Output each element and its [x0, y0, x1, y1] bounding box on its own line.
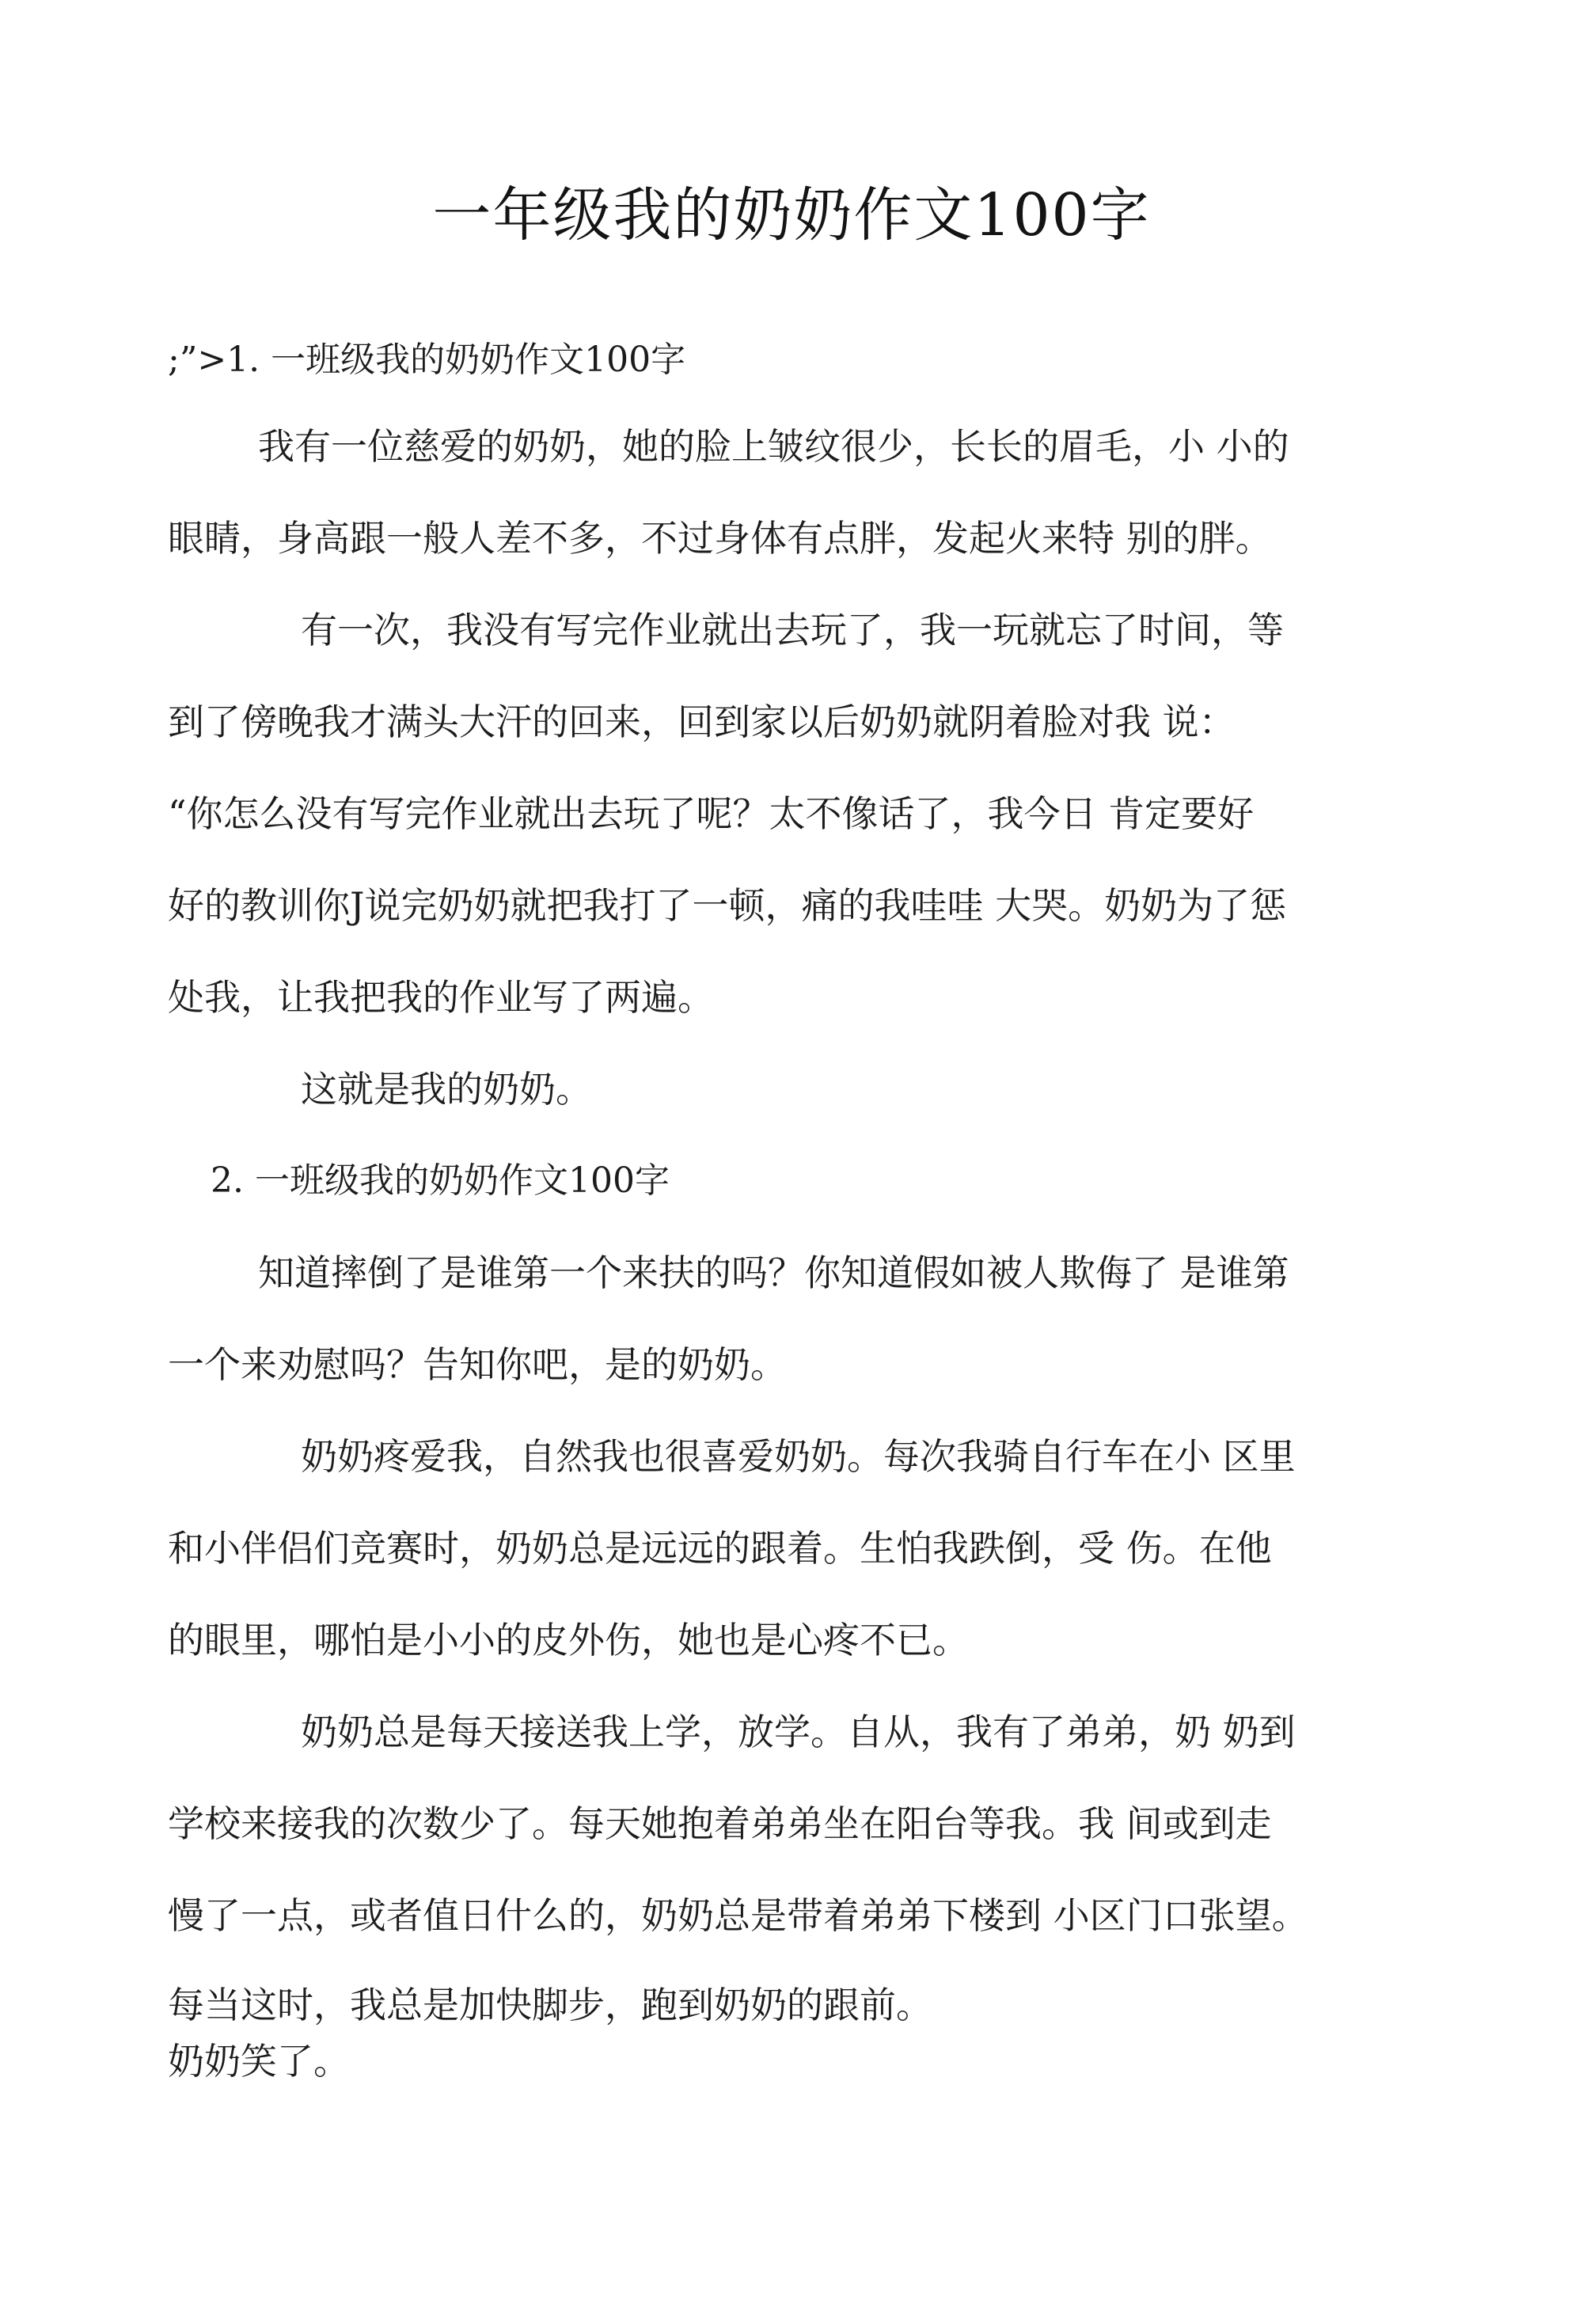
- paragraph-line: 处我，让我把我的作业写了两遍。: [168, 976, 714, 1019]
- paragraph-line: “你怎么没有写完作业就出去玩了呢？太不像话了，我今日 肯定要好: [168, 792, 1255, 835]
- paragraph-line: 每当这时，我总是加快脚步，跑到奶奶的跟前。: [168, 1984, 932, 2026]
- paragraph-line: 这就是我的奶奶。: [301, 1068, 592, 1111]
- paragraph-line: 到了傍晚我才满头大汗的回来，回到家以后奶奶就阴着脸对我 说：: [168, 701, 1236, 743]
- document-title: 一年级我的奶奶作文100字: [432, 181, 1151, 249]
- paragraph-line: 慢了一点，或者值日什么的，奶奶总是带着弟弟下楼到 小区门口张望。: [168, 1894, 1308, 1937]
- paragraph-line: 有一次，我没有写完作业就出去玩了，我一玩就忘了时间，等: [301, 609, 1284, 651]
- paragraph-line: 好的教训你J说完奶奶就把我打了一顿，痛的我哇哇 大哭。奶奶为了惩: [168, 884, 1287, 927]
- paragraph-line: 眼睛，身高跟一般人差不多，不过身体有点胖，发起火来特 别的胖。: [168, 517, 1272, 560]
- paragraph-line: 和小伴侣们竞赛时，奶奶总是远远的跟着。生怕我跌倒，受 伤。在他: [168, 1527, 1272, 1570]
- paragraph-line: 学校来接我的次数少了。每天她抱着弟弟坐在阳台等我。我 间或到走: [168, 1802, 1272, 1845]
- paragraph-line: 奶奶疼爱我，自然我也很喜爱奶奶。每次我骑自行车在小 区里: [301, 1435, 1296, 1478]
- paragraph-line: 一个来劝慰吗？告知你吧，是的奶奶。: [168, 1343, 787, 1386]
- paragraph-line: 的眼里，哪怕是小小的皮外伤，她也是心疼不已。: [168, 1619, 969, 1661]
- paragraph-line: 我有一位慈爱的奶奶，她的脸上皱纹很少，长长的眉毛，小 小的: [258, 425, 1289, 468]
- section-heading-1: ;”>1. 一班级我的奶奶作文100字: [168, 340, 686, 380]
- paragraph-line: 奶奶笑了。: [168, 2040, 350, 2083]
- section-heading-2: 2. 一班级我的奶奶作文100字: [211, 1160, 670, 1201]
- paragraph-line: 知道摔倒了是谁第一个来扶的吗？你知道假如被人欺侮了 是谁第: [258, 1251, 1289, 1294]
- paragraph-line: 奶奶总是每天接送我上学，放学。自从，我有了弟弟，奶 奶到: [301, 1711, 1296, 1753]
